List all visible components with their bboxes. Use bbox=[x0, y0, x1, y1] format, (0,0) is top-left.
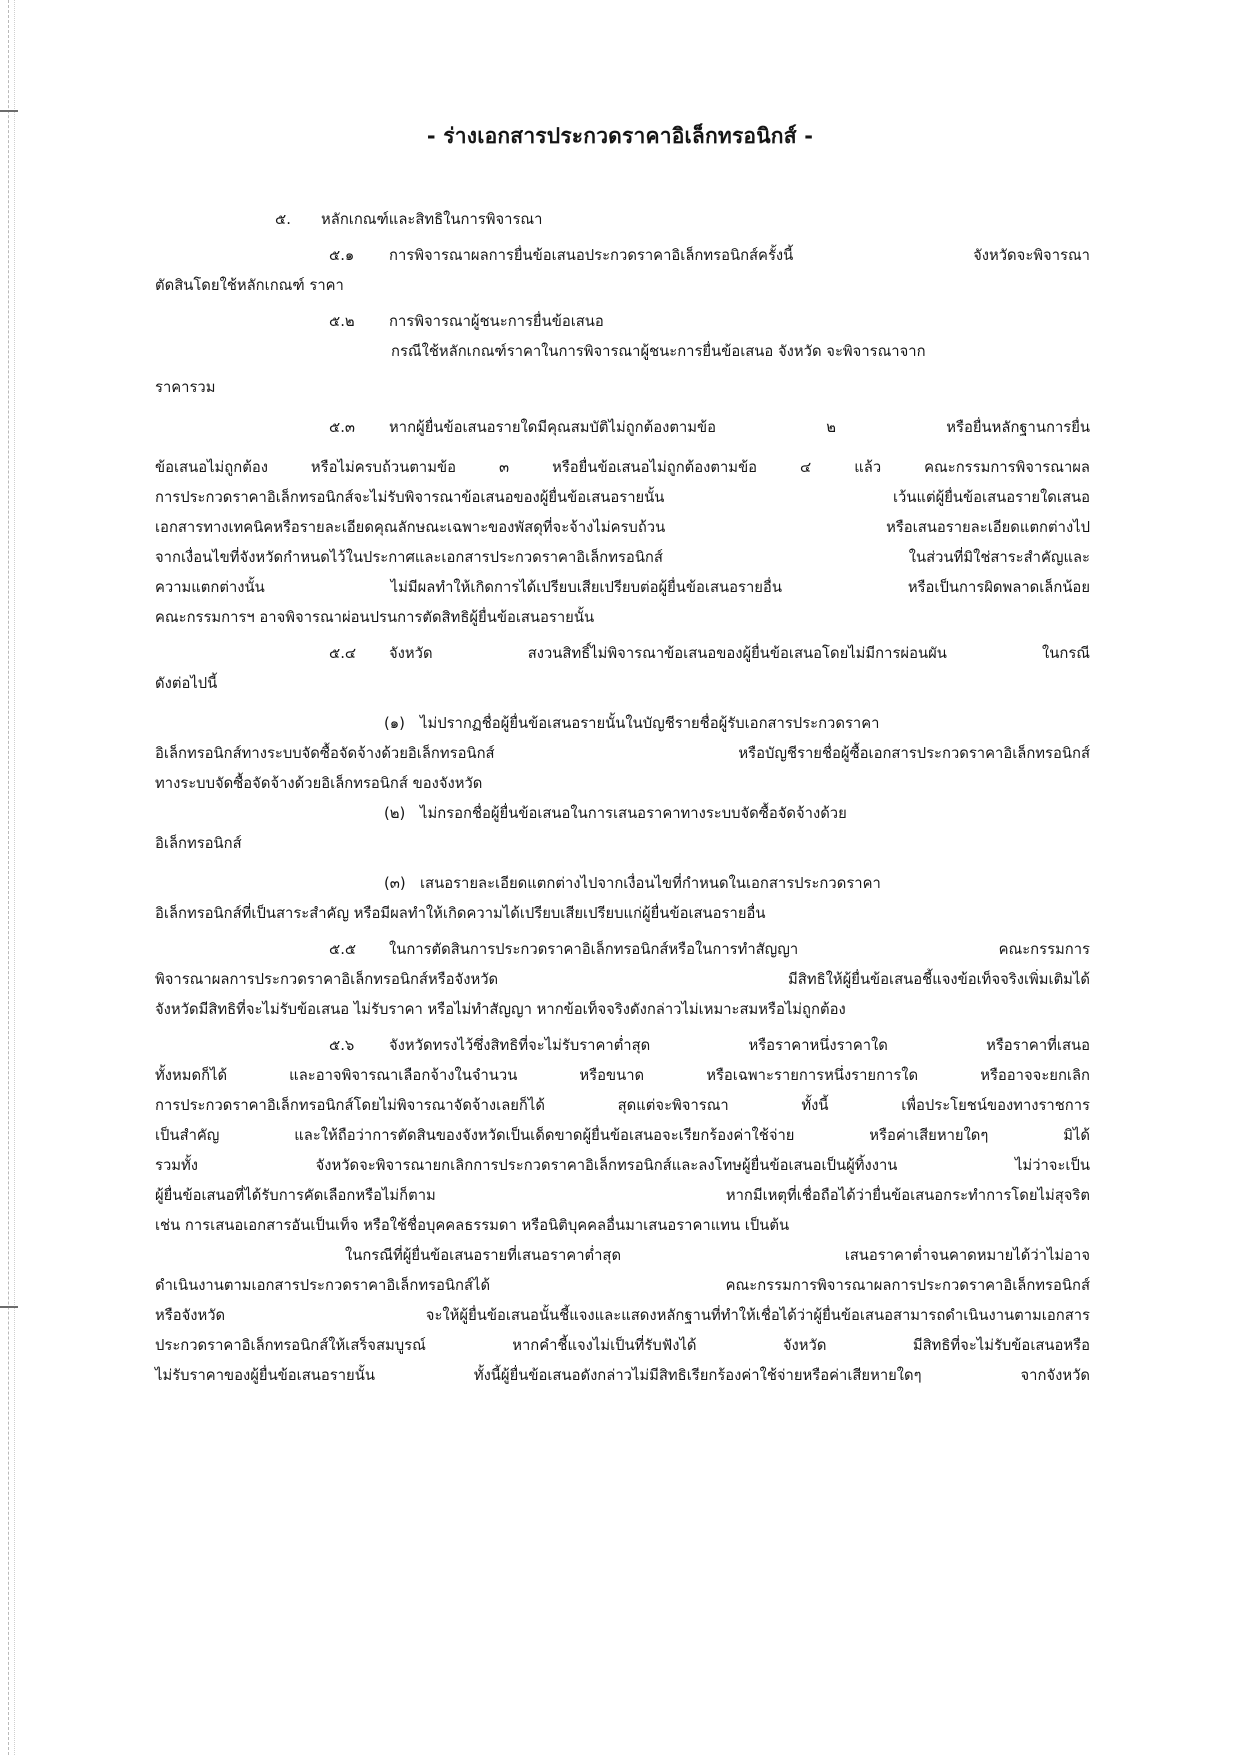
document-title: - ร่างเอกสารประกวดราคาอิเล็กทรอนิกส์ - bbox=[426, 124, 814, 148]
clause-5-1 bbox=[155, 241, 1090, 271]
item-text: ไม่กรอกชื่อผู้ยื่นข้อเสนอในการเสนอราคาทางระบบจัดซื้อจัดจ้างด้วย bbox=[420, 805, 847, 822]
scan-mark-top bbox=[0, 110, 18, 112]
clause-line: เอกสารทางเทคนิคหรือรายละเอียดคุณลักษณะเฉพาะของพัสดุที่จะจ้างไม่ครบถ้วน หรือเสนอรายละเอียดแตกต่างไป bbox=[155, 519, 1090, 536]
clause-line: ราคารวม bbox=[155, 379, 216, 396]
clause-5-5 bbox=[155, 935, 1090, 965]
clause-line: การประกวดราคาอิเล็กทรอนิกส์โดยไม่พิจารณาจัดจ้างเลยก็ได้ สุดแต่จะพิจารณา ทั้งนี้ เพื่อประโยชน์ของทางราชการ bbox=[155, 1097, 1090, 1114]
item-text: ไม่ปรากฏชื่อผู้ยื่นข้อเสนอรายนั้นในบัญชีรายชื่อผู้รับเอกสารประกวดราคา bbox=[420, 715, 880, 732]
scan-mark-bottom bbox=[0, 1306, 18, 1308]
clause-number: ๕.๔ bbox=[329, 645, 357, 662]
clause-line: ข้อเสนอไม่ถูกต้อง หรือไม่ครบถ้วนตามข้อ ๓ หรือยื่นข้อเสนอไม่ถูกต้องตามข้อ ๔ แล้ว คณะกรรมการพิจารณาผล bbox=[155, 459, 1090, 476]
clause-number: ๕.๑ bbox=[329, 247, 355, 264]
section-number: ๕. bbox=[275, 211, 291, 228]
list-item bbox=[155, 869, 1090, 899]
item-number: (๓) bbox=[384, 875, 406, 892]
clause-5-4 bbox=[155, 639, 1090, 669]
clause-text: การพิจารณาผู้ชนะการยื่นข้อเสนอ bbox=[389, 313, 604, 330]
section-heading bbox=[155, 205, 1090, 241]
list-item bbox=[155, 709, 1090, 739]
clause-5-2 bbox=[155, 307, 1090, 337]
paragraph-line: หรือจังหวัด จะให้ผู้ยื่นข้อเสนอนั้นชี้แจงและแสดงหลักฐานที่ทำให้เชื่อได้ว่าผู้ยื่นข้อเสนอสามารถดำเนินงานตามเอกสาร bbox=[155, 1307, 1090, 1324]
paragraph-line: ดำเนินงานตามเอกสารประกวดราคาอิเล็กทรอนิกส์ได้ คณะกรรมการพิจารณาผลการประกวดราคาอิเล็กทรอนิกส์ bbox=[155, 1277, 1090, 1294]
clause-number: ๕.๒ bbox=[329, 313, 355, 330]
item-text: เสนอรายละเอียดแตกต่างไปจากเงื่อนไขที่กำหนดในเอกสารประกวดราคา bbox=[420, 875, 881, 892]
clause-line: กรณีใช้หลักเกณฑ์ราคาในการพิจารณาผู้ชนะการยื่นข้อเสนอ จังหวัด จะพิจารณาจาก bbox=[391, 343, 926, 360]
clause-number: ๕.๕ bbox=[329, 941, 357, 958]
clause-text: จังหวัด สงวนสิทธิ์ไม่พิจารณาข้อเสนอของผู้ยื่นข้อเสนอโดยไม่มีการผ่อนผัน ในกรณี bbox=[389, 645, 1090, 662]
clause-line: ตัดสินโดยใช้หลักเกณฑ์ ราคา bbox=[155, 277, 344, 294]
item-number: (๑) bbox=[384, 715, 405, 732]
document-body bbox=[155, 205, 1090, 1391]
clause-text: การพิจารณาผลการยื่นข้อเสนอประกวดราคาอิเล็กทรอนิกส์ครั้งนี้ จังหวัดจะพิจารณา bbox=[389, 247, 1090, 264]
clause-line: เช่น การเสนอเอกสารอันเป็นเท็จ หรือใช้ชื่อบุคคลธรรมดา หรือนิติบุคคลอื่นมาเสนอราคาแทน เป็นต้น bbox=[155, 1217, 790, 1234]
paragraph-line: ไม่รับราคาของผู้ยื่นข้อเสนอรายนั้น ทั้งนี้ผู้ยื่นข้อเสนอดังกล่าวไม่มีสิทธิเรียกร้องค่าใช้จ่ายหรือค่าเสียหายใดๆ จากจังหวัด bbox=[155, 1367, 1090, 1384]
clause-text: จังหวัดทรงไว้ซึ่งสิทธิที่จะไม่รับราคาต่ำสุด หรือราคาหนึ่งราคาใด หรือราคาที่เสนอ bbox=[389, 1037, 1090, 1054]
clause-line: พิจารณาผลการประกวดราคาอิเล็กทรอนิกส์หรือจังหวัด มีสิทธิให้ผู้ยื่นข้อเสนอชี้แจงข้อเท็จจริงเพิ่มเติมได้ bbox=[155, 971, 1090, 988]
paragraph-line: ประกวดราคาอิเล็กทรอนิกส์ให้เสร็จสมบูรณ์ หากคำชี้แจงไม่เป็นที่รับฟังได้ จังหวัด มีสิทธิที่จะไม่รับข้อเสนอหรือ bbox=[155, 1337, 1090, 1354]
clause-line: ผู้ยื่นข้อเสนอที่ได้รับการคัดเลือกหรือไม่ก็ตาม หากมีเหตุที่เชื่อถือได้ว่ายื่นข้อเสนอกระทำการโดยไม่สุจริต bbox=[155, 1187, 1090, 1204]
clause-text: หากผู้ยื่นข้อเสนอรายใดมีคุณสมบัติไม่ถูกต้องตามข้อ ๒ หรือยื่นหลักฐานการยื่น bbox=[389, 419, 1090, 436]
item-line: อิเล็กทรอนิกส์ทางระบบจัดซื้อจัดจ้างด้วยอิเล็กทรอนิกส์ หรือบัญชีรายชื่อผู้ซื้อเอกสารประกวดราคาอิเล็กทรอนิกส์ bbox=[155, 745, 1090, 762]
clause-line: จากเงื่อนไขที่จังหวัดกำหนดไว้ในประกาศและเอกสารประกวดราคาอิเล็กทรอนิกส์ ในส่วนที่มิใช่สาระสำคัญและ bbox=[155, 549, 1090, 566]
item-line: อิเล็กทรอนิกส์ที่เป็นสาระสำคัญ หรือมีผลทำให้เกิดความได้เปรียบเสียเปรียบแก่ผู้ยื่นข้อเสนอรายอื่น bbox=[155, 905, 766, 922]
clause-line: รวมทั้ง จังหวัดจะพิจารณายกเลิกการประกวดราคาอิเล็กทรอนิกส์และลงโทษผู้ยื่นข้อเสนอเป็นผู้ทิ้งงาน ไม่ว่าจะเป็น bbox=[155, 1157, 1090, 1174]
clause-line: ทั้งหมดก็ได้ และอาจพิจารณาเลือกจ้างในจำนวน หรือขนาด หรือเฉพาะรายการหนึ่งรายการใด หรืออาจจะยกเลิก bbox=[155, 1067, 1090, 1084]
paragraph-line: ในกรณีที่ผู้ยื่นข้อเสนอรายที่เสนอราคาต่ำสุด เสนอราคาต่ำจนคาดหมายได้ว่าไม่อาจ bbox=[345, 1247, 1090, 1264]
clause-number: ๕.๓ bbox=[329, 419, 356, 436]
scan-edge-line-inner bbox=[14, 0, 15, 1755]
clause-text: ในการตัดสินการประกวดราคาอิเล็กทรอนิกส์หรือในการทำสัญญา คณะกรรมการ bbox=[389, 941, 1090, 958]
clause-number: ๕.๖ bbox=[329, 1037, 355, 1054]
item-line: ทางระบบจัดซื้อจัดจ้างด้วยอิเล็กทรอนิกส์ ของจังหวัด bbox=[155, 775, 483, 792]
clause-line: ความแตกต่างนั้น ไม่มีผลทำให้เกิดการได้เปรียบเสียเปรียบต่อผู้ยื่นข้อเสนอรายอื่น หรือเป็นการผิดพลาดเล็กน้อย bbox=[155, 579, 1090, 596]
clause-line: เป็นสำคัญ และให้ถือว่าการตัดสินของจังหวัดเป็นเด็ดขาดผู้ยื่นข้อเสนอจะเรียกร้องค่าใช้จ่าย หรือค่าเสียหายใดๆ มิได้ bbox=[155, 1127, 1090, 1144]
scan-edge-line bbox=[8, 0, 9, 1755]
list-item bbox=[155, 799, 1090, 829]
clause-line: การประกวดราคาอิเล็กทรอนิกส์จะไม่รับพิจารณาข้อเสนอของผู้ยื่นข้อเสนอรายนั้น เว้นแต่ผู้ยื่นข้อเสนอรายใดเสนอ bbox=[155, 489, 1090, 506]
clause-line: คณะกรรมการฯ อาจพิจารณาผ่อนปรนการตัดสิทธิผู้ยื่นข้อเสนอรายนั้น bbox=[155, 609, 595, 626]
clause-5-6 bbox=[155, 1031, 1090, 1061]
item-number: (๒) bbox=[384, 805, 406, 822]
item-line: อิเล็กทรอนิกส์ bbox=[155, 835, 242, 852]
clause-5-3 bbox=[155, 413, 1090, 453]
section-heading-text: หลักเกณฑ์และสิทธิในการพิจารณา bbox=[321, 211, 543, 228]
clause-line: จังหวัดมีสิทธิที่จะไม่รับข้อเสนอ ไม่รับราคา หรือไม่ทำสัญญา หากข้อเท็จจริงดังกล่าวไม่เหมาะสมหรือไม่ถูกต้อง bbox=[155, 1001, 846, 1018]
clause-line: ดังต่อไปนี้ bbox=[155, 675, 218, 692]
